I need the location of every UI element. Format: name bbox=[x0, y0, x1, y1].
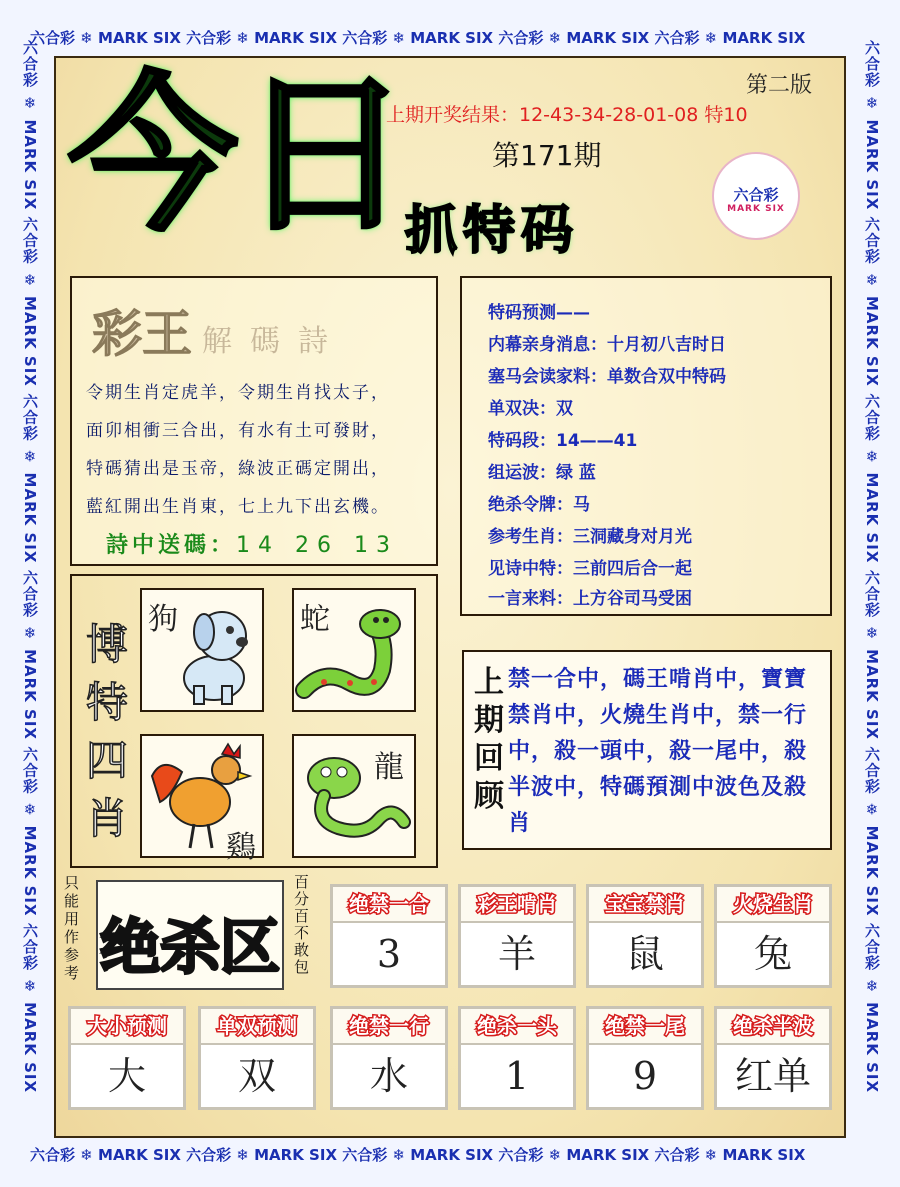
poem-title bbox=[92, 294, 346, 366]
poem-title-small: 解碼詩 bbox=[202, 324, 346, 359]
cell-value: 9 bbox=[632, 1054, 658, 1098]
cell-value: 鼠 bbox=[625, 932, 664, 976]
border-top: 六合彩 ❄ MARK SIX 六合彩 ❄ MARK SIX 六合彩 ❄ MARK SIX 六合彩 ❄ MARK SIX 六合彩 ❄ MARK SIX bbox=[30, 29, 806, 47]
cell-half-wave bbox=[714, 1006, 832, 1110]
border-bottom: 六合彩 ❄ MARK SIX 六合彩 ❄ MARK SIX 六合彩 ❄ MARK SIX 六合彩 ❄ MARK SIX 六合彩 ❄ MARK SIX bbox=[30, 1146, 806, 1164]
prediction-line: 特码段：14——41 bbox=[488, 431, 638, 451]
cell-head: 单双预测 bbox=[201, 1009, 313, 1045]
prediction-line: 组运波：绿 蓝 bbox=[488, 463, 596, 483]
poem-line: 藍紅開出生肖東，七上九下出玄機。 bbox=[86, 497, 390, 517]
prediction-line: 特码预测—— bbox=[488, 303, 590, 323]
review-text: 禁一合中，碼王啃肖中，寶寶禁肖中，火燒生肖中，禁一行中，殺一頭中，殺一尾中，殺半波中，特碼預測中波色及殺肖 bbox=[508, 667, 808, 836]
zodiac-snake bbox=[292, 588, 416, 712]
cell-king-zodiac bbox=[458, 884, 576, 988]
poem-line: 令期生肖定虎羊，令期生肖找太子， bbox=[86, 383, 390, 403]
poem-title-big: 彩王 bbox=[92, 304, 192, 363]
prediction-line: 单双决：双 bbox=[488, 399, 573, 419]
poem-send-label: 詩中送碼： bbox=[106, 533, 237, 558]
prediction-line: 塞马会读家料：单数合双中特码 bbox=[488, 367, 726, 387]
zodiac-label-char: 博 bbox=[85, 620, 128, 669]
prediction-line: 绝杀令牌：马 bbox=[488, 495, 590, 515]
cell-value: 1 bbox=[504, 1054, 530, 1098]
cell-head: 绝禁一合 bbox=[333, 887, 445, 923]
prediction-line: 内幕亲身消息：十月初八吉时日 bbox=[488, 335, 726, 355]
cell-head: 绝禁一尾 bbox=[589, 1009, 701, 1045]
issue-number: 第171期 bbox=[492, 139, 602, 172]
zodiac-name: 狗 bbox=[148, 602, 178, 637]
poem-send bbox=[106, 528, 398, 559]
review-label bbox=[472, 664, 506, 816]
poem-line: 面卯相衝三合出，有水有土可發財， bbox=[86, 421, 390, 441]
rooster-icon bbox=[142, 736, 262, 856]
prediction-line: 一言来料：上方谷司马受困 bbox=[488, 589, 692, 609]
cell-value: 双 bbox=[237, 1054, 276, 1098]
cell-head-digit bbox=[458, 1006, 576, 1110]
cell-value: 水 bbox=[369, 1054, 408, 1098]
prediction-box bbox=[460, 276, 832, 616]
zodiac-name: 蛇 bbox=[300, 602, 330, 637]
zodiac-dog bbox=[140, 588, 264, 712]
cell-head: 绝禁一行 bbox=[333, 1009, 445, 1045]
kill-note-left: 只能用作参考 bbox=[64, 874, 80, 982]
brand-logo bbox=[712, 152, 800, 240]
cell-ban-combo bbox=[330, 884, 448, 988]
cell-head: 绝杀半波 bbox=[717, 1009, 829, 1045]
cell-element bbox=[330, 1006, 448, 1110]
border-left: 六合彩 ❄ MARK SIX 六合彩 ❄ MARK SIX 六合彩 ❄ MARK SIX 六合彩 ❄ MARK SIX 六合彩 ❄ MARK SIX 六合彩 ❄ MARK SIX bbox=[21, 40, 39, 1094]
cell-value: 羊 bbox=[497, 932, 536, 976]
cell-value: 红单 bbox=[734, 1054, 811, 1098]
cell-value: 兔 bbox=[753, 932, 792, 976]
poem-send-numbers: 14 26 13 bbox=[236, 533, 398, 558]
prediction-line: 参考生肖：三洞藏身对月光 bbox=[488, 527, 692, 547]
zodiac-label bbox=[82, 616, 132, 848]
edition-label: 第二版 bbox=[746, 73, 813, 98]
review-label-char: 期 bbox=[474, 703, 504, 738]
cell-head: 宝宝禁肖 bbox=[589, 887, 701, 923]
cell-odd-even bbox=[198, 1006, 316, 1110]
last-result: 上期开奖结果：12-43-34-28-01-08 特10 bbox=[386, 104, 748, 126]
cell-value: 大 bbox=[107, 1054, 146, 1098]
title-sub: 抓特码 bbox=[405, 200, 580, 261]
dog-icon bbox=[142, 590, 262, 710]
review-box bbox=[462, 650, 832, 850]
zodiac-label-char: 肖 bbox=[85, 794, 128, 843]
title-char-2: 日 bbox=[240, 55, 411, 255]
zodiac-rooster bbox=[140, 734, 264, 865]
cell-tail-digit bbox=[586, 1006, 704, 1110]
cell-head: 彩王啃肖 bbox=[461, 887, 573, 923]
cell-value: 3 bbox=[376, 932, 402, 976]
zodiac-dragon bbox=[292, 734, 416, 858]
cell-size bbox=[68, 1006, 186, 1110]
cell-head: 火烧生肖 bbox=[717, 887, 829, 923]
poem-line: 特碼猜出是玉帝，綠波正碼定開出， bbox=[86, 459, 390, 479]
zodiac-box bbox=[70, 574, 438, 868]
poem-box bbox=[70, 276, 438, 566]
border-right: 六合彩 ❄ MARK SIX 六合彩 ❄ MARK SIX 六合彩 ❄ MARK SIX 六合彩 ❄ MARK SIX 六合彩 ❄ MARK SIX 六合彩 ❄ MARK SIX bbox=[863, 40, 881, 1094]
cell-fire-zodiac bbox=[714, 884, 832, 988]
logo-cn: 六合彩 bbox=[733, 186, 779, 204]
zodiac-label-char: 特 bbox=[85, 678, 128, 727]
cell-head: 大小预测 bbox=[71, 1009, 183, 1045]
dragon-icon bbox=[294, 736, 414, 856]
prediction-line: 见诗中特：三前四后合一起 bbox=[488, 559, 692, 579]
title-char-1: 今 bbox=[68, 55, 239, 255]
cell-baby-ban bbox=[586, 884, 704, 988]
zodiac-label-char: 四 bbox=[85, 736, 128, 785]
zodiac-name: 鷄 bbox=[226, 830, 256, 865]
snake-icon bbox=[294, 590, 414, 710]
review-label-char: 上 bbox=[474, 665, 504, 700]
logo-en: MARK SIX bbox=[727, 204, 785, 214]
cell-head: 绝杀一头 bbox=[461, 1009, 573, 1045]
zodiac-name: 龍 bbox=[374, 750, 404, 785]
kill-zone-box bbox=[96, 880, 284, 990]
kill-note-right: 百分百不敢包 bbox=[294, 873, 310, 976]
review-label-char: 顾 bbox=[474, 779, 504, 814]
kill-zone-title: 绝杀区 bbox=[100, 913, 280, 983]
review-label-char: 回 bbox=[474, 741, 504, 776]
